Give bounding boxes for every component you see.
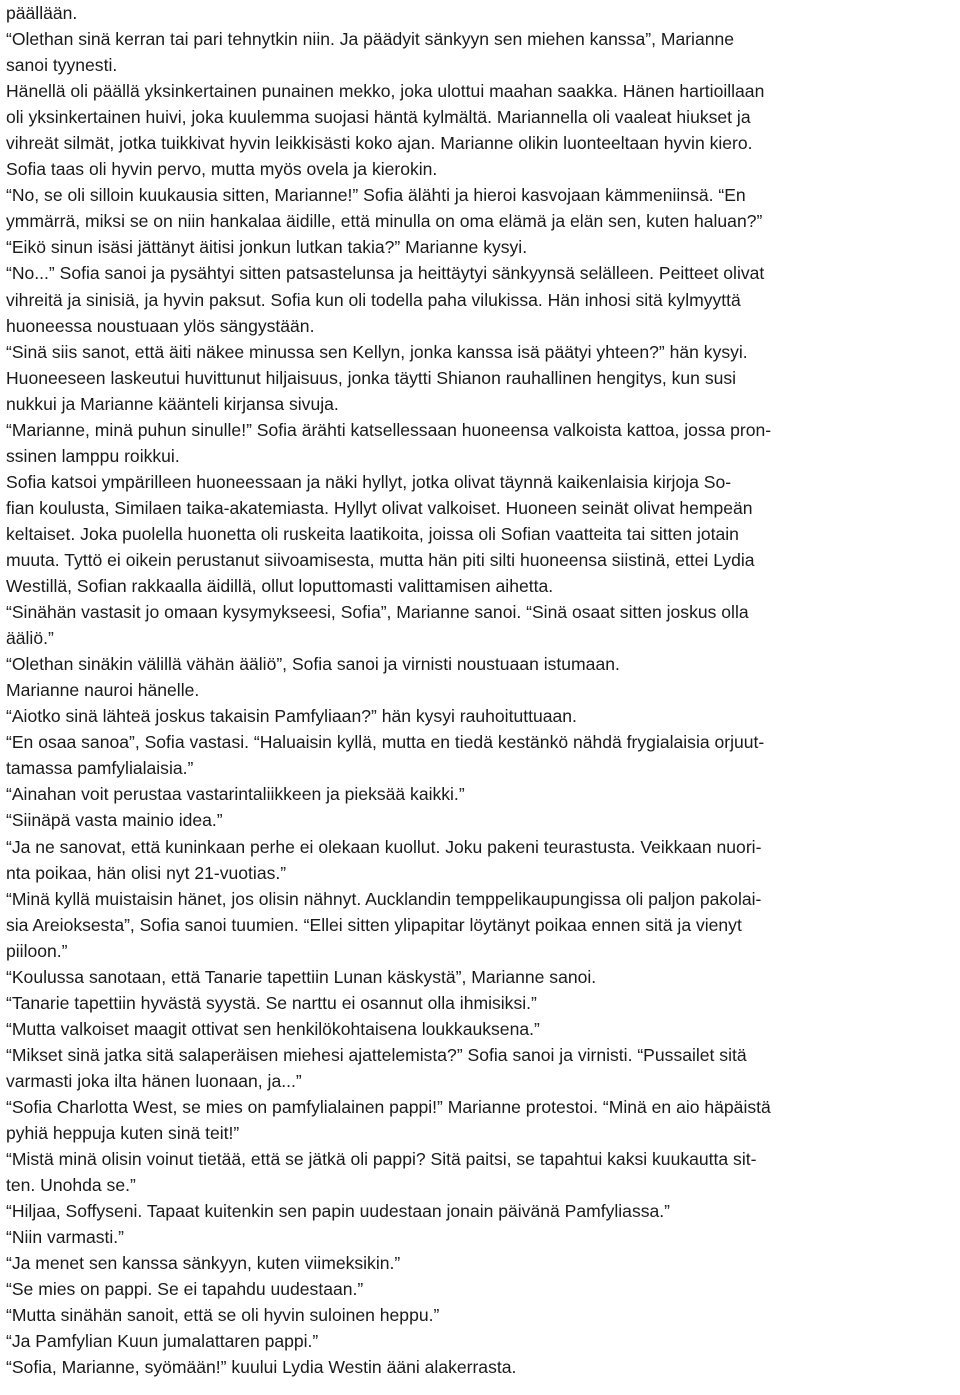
text-line: piiloon.” <box>6 940 68 961</box>
text-line: oli yksinkertainen huivi, joka kuulemma suojasi häntä kylmältä. Mariannella oli vaaleat hiukset ja <box>6 107 751 128</box>
text-line: Marianne nauroi hänelle. <box>6 680 200 701</box>
text-line: pyhiä heppuja kuten sinä teit!” <box>6 1123 240 1144</box>
text-line: nta poikaa, hän olisi nyt 21-vuotias.” <box>6 862 287 883</box>
text-line: “Mutta valkoiset maagit ottivat sen henkilökohtaisena loukkauksena.” <box>6 1018 540 1039</box>
text-line: Sofia taas oli hyvin pervo, mutta myös ovela ja kierokin. <box>6 159 438 180</box>
text-line: “Eikö sinun isäsi jättänyt äitisi jonkun lutkan takia?” Marianne kysyi. <box>6 237 528 258</box>
text-line: tamassa pamfylialaisia.” <box>6 758 194 779</box>
text-line: “Mutta sinähän sanoit, että se oli hyvin suloinen heppu.” <box>6 1305 440 1326</box>
text-line: “No...” Sofia sanoi ja pysähtyi sitten patsastelunsa ja heittäytyi sänkyynsä selälleen. Peitteet olivat <box>6 263 765 284</box>
text-line: “Sofia Charlotta West, se mies on pamfylialainen pappi!” Marianne protestoi. “Minä en aio häpäistä <box>6 1096 771 1117</box>
text-line: “Tanarie tapettiin hyvästä syystä. Se narttu ei osannut olla ihmisiksi.” <box>6 992 537 1013</box>
text-line: sanoi tyynesti. <box>6 55 118 76</box>
text-line: ten. Unohda se.” <box>6 1175 136 1196</box>
text-line: Westillä, Sofian rakkaalla äidillä, ollut loputtomasti valittamisen aihetta. <box>6 576 554 597</box>
text-line: “Sofia, Marianne, syömään!” kuului Lydia Westin ääni alakerrasta. <box>6 1357 517 1378</box>
text-line: “Koulussa sanotaan, että Tanarie tapettiin Lunan käskystä”, Marianne sanoi. <box>6 966 597 987</box>
text-line: “Aiotko sinä lähteä joskus takaisin Pamfyliaan?” hän kysyi rauhoituttuaan. <box>6 706 577 727</box>
text-line: “Ja menet sen kanssa sänkyyn, kuten viimeksikin.” <box>6 1253 401 1274</box>
text-line: “Marianne, minä puhun sinulle!” Sofia ärähti katsellessaan huoneensa valkoista kattoa, jossa pron- <box>6 419 772 440</box>
text-line: “Mistä minä olisin voinut tietää, että se jätkä oli pappi? Sitä paitsi, se tapahtui kaksi kuukautta sit- <box>6 1149 757 1170</box>
text-line: huoneessa noustuaan ylös sängystään. <box>6 315 315 336</box>
text-line: “Niin varmasti.” <box>6 1227 125 1248</box>
text-line: “Ja Pamfylian Kuun jumalattaren pappi.” <box>6 1331 319 1352</box>
text-line: “Olethan sinä kerran tai pari tehnytkin niin. Ja päädyit sänkyyn sen miehen kanssa”, Marianne <box>6 29 735 50</box>
text-line: varmasti joka ilta hänen luonaan, ja...” <box>6 1070 302 1091</box>
text-line: muuta. Tyttö ei oikein perustanut siivoamisesta, mutta hän piti silti huoneensa siistinä, ettei Lydia <box>6 549 755 570</box>
text-line: fian koulusta, Similaen taika-akatemiasta. Hyllyt olivat valkoiset. Huoneen seinät olivat hempeän <box>6 497 753 518</box>
text-line: Sofia katsoi ympärilleen huoneessaan ja näki hyllyt, jotka olivat täynnä kaikenlaisia kirjoja So- <box>6 471 732 492</box>
text-line: sia Areioksesta”, Sofia sanoi tuumien. “Ellei sitten ylipapitar löytänyt poikaa ennen sitä ja vienyt <box>6 914 742 935</box>
text-line: nukkui ja Marianne käänteli kirjansa sivuja. <box>6 393 339 414</box>
text-line: ymmärrä, miksi se on niin hankalaa äidille, että minulla on oma elämä ja elän sen, kuten haluan?” <box>6 211 763 232</box>
text-line: “Olethan sinäkin välillä vähän ääliö”, Sofia sanoi ja virnisti noustuaan istumaan. <box>6 654 620 675</box>
text-line: ääliö.” <box>6 628 54 649</box>
text-line: “Hiljaa, Soffyseni. Tapaat kuitenkin sen papin uudestaan jonain päivänä Pamfyliassa.” <box>6 1201 671 1222</box>
text-line: ssinen lamppu roikkui. <box>6 445 180 466</box>
text-line: “Minä kyllä muistaisin hänet, jos olisin nähnyt. Aucklandin temppelikaupungissa oli paljon pakolai- <box>6 888 762 909</box>
text-line: vihreät silmät, jotka tuikkivat hyvin leikkisästi koko ajan. Marianne olikin luonteeltaan hyvin kiero. <box>6 133 753 154</box>
text-line: “En osaa sanoa”, Sofia vastasi. “Haluaisin kyllä, mutta en tiedä kestänkö nähdä frygialaisia orjuut- <box>6 732 765 753</box>
text-line: “Siinäpä vasta mainio idea.” <box>6 810 223 831</box>
text-line: keltaiset. Joka puolella huonetta oli ruskeita laatikoita, joissa oli Sofian vaatteita tai sitten jotain <box>6 523 739 544</box>
text-line: vihreitä ja sinisiä, ja hyvin paksut. Sofia kun oli todella paha vilukissa. Hän inhosi sitä kylmyyttä <box>6 289 741 310</box>
document-page <box>6 0 956 1380</box>
text-line: “Se mies on pappi. Se ei tapahdu uudestaan.” <box>6 1279 364 1300</box>
text-line: “Ja ne sanovat, että kuninkaan perhe ei olekaan kuollut. Joku pakeni teurastusta. Veikkaan nuori- <box>6 836 762 857</box>
text-line: päällään. <box>6 3 78 23</box>
text-line: “Sinähän vastasit jo omaan kysymykseesi, Sofia”, Marianne sanoi. “Sinä osaat sitten joskus olla <box>6 602 749 623</box>
text-line: Huoneeseen laskeutui huvittunut hiljaisuus, jonka täytti Shianon rauhallinen hengitys, kun susi <box>6 367 737 388</box>
text-line: “Mikset sinä jatka sitä salaperäisen miehesi ajattelemista?” Sofia sanoi ja virnisti. “Pussailet sitä <box>6 1044 747 1065</box>
text-line: “Sinä siis sanot, että äiti näkee minussa sen Kellyn, jonka kanssa isä päätyi yhteen?” hän kysyi. <box>6 341 748 362</box>
story-text <box>6 0 956 1380</box>
text-line: “No, se oli silloin kuukausia sitten, Marianne!” Sofia älähti ja hieroi kasvojaan kämmeniinsä. “En <box>6 185 746 206</box>
text-line: Hänellä oli päällä yksinkertainen punainen mekko, joka ulottui maahan saakka. Hänen hartioillaan <box>6 81 765 102</box>
text-line: “Ainahan voit perustaa vastarintaliikkeen ja pieksää kaikki.” <box>6 784 465 805</box>
